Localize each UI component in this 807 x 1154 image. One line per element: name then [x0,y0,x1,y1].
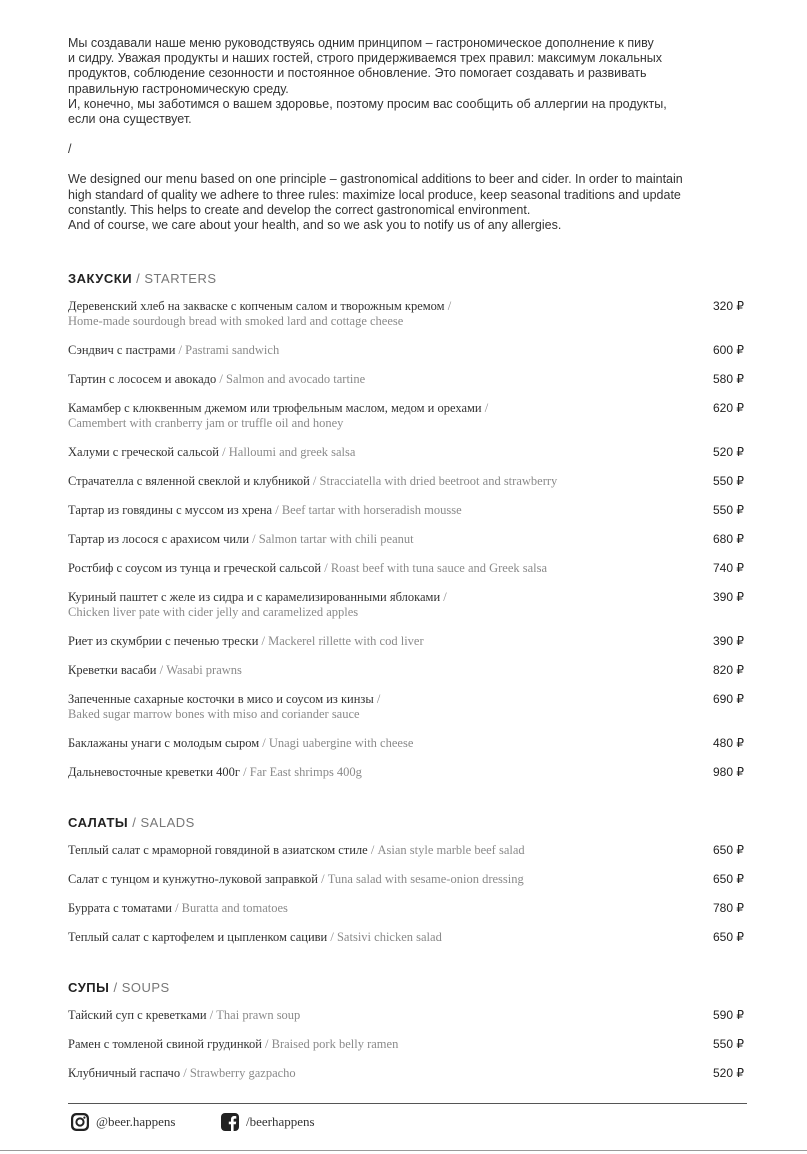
item-separator: / [481,401,489,416]
intro-ru-line: Мы создавали наше меню руководствуясь одним принципом – гастрономическое дополнение к пиву [68,36,654,50]
menu-sections [68,233,748,1081]
section-heading [68,814,748,831]
item-name-en: Stracciatella with dried beetroot and strawberry [319,474,558,489]
footer-divider [68,1103,747,1104]
item-name-ru: Запеченные сахарные косточки в мисо и соусом из кинзы [68,692,374,707]
item-name-ru: Буррата с томатами [68,901,172,916]
item-separator: / [219,445,229,460]
item-name-ru: Халуми с греческой сальсой [68,445,220,460]
item-name-ru: Тартар из лосося с арахисом чили [68,532,250,547]
item-name-en: Asian style marble beef salad [377,843,525,858]
item-separator: / [171,901,182,916]
section-spacer [68,233,748,270]
item-name-ru: Риет из скумбрии с печенью трески [68,634,259,649]
menu-item [68,736,748,751]
item-name-en: Pastrami sandwich [185,343,280,358]
spacer [68,157,748,172]
section-heading-ru: ЗАКУСКИ [68,271,133,287]
item-price: 650 ₽ [713,843,744,858]
item-price: 590 ₽ [713,1008,744,1023]
item-name-ru: Клубничный гаспачо [68,1066,181,1081]
item-name-en: Far East shrimps 400g [249,765,362,780]
item-name-ru: Салат с тунцом и кунжутно-луковой заправкой [68,872,318,887]
item-name-en: Wasabi prawns [166,663,242,678]
section-heading-en: SALADS [140,815,195,831]
intro-en-line: We designed our menu based on one principle – gastronomical additions to beer and cider. In order to maintain [68,172,683,187]
section-spacer [68,996,748,1008]
item-separator: / [240,765,250,780]
menu-item [68,1008,748,1023]
menu-item [68,474,748,489]
item-separator: / [216,372,226,387]
item-name-en: Home-made sourdough bread with smoked lard and cottage cheese [68,314,404,329]
item-price: 520 ₽ [713,1066,744,1081]
intro-ru-line: И, конечно, мы заботимся о вашем здоровье, поэтому просим вас сообщить об аллергии на продукты, [68,96,667,111]
menu-item [68,299,748,329]
item-separator: / [175,343,186,358]
item-separator: / [321,561,331,576]
item-name-en: Tuna salad with sesame-onion dressing [327,872,524,887]
menu-item [68,930,748,945]
item-price: 390 ₽ [713,590,744,605]
item-price: 520 ₽ [713,445,744,460]
item-price: 650 ₽ [713,930,744,945]
item-price: 980 ₽ [713,765,744,780]
item-name-ru: Рамен с томленой свиной грудинкой [68,1037,262,1052]
item-price: 690 ₽ [713,692,744,707]
menu-item [68,445,748,460]
item-price: 820 ₽ [713,663,744,678]
intro-en-line: constantly. This helps to create and develop the correct gastronomical environment. [68,202,531,217]
intro-divider: / [68,142,72,157]
section-heading-sep: / [132,271,145,287]
menu-item [68,901,748,916]
menu-item [68,872,748,887]
item-name-ru: Камамбер с клюквенным джемом или трюфельным маслом, медом и орехами [68,401,482,416]
instagram-icon [70,1112,90,1132]
section-spacer [68,287,748,299]
intro-en-line: And of course, we care about your health, and so we ask you to notify us of any allergies. [68,218,562,233]
intro-en-line: high standard of quality we adhere to three rules: maximize local produce, keep seasonal traditions and update [68,187,681,202]
item-name-ru: Страчателла с вяленной свеклой и клубникой [68,474,310,489]
menu-item [68,663,748,678]
item-name-ru: Тартин с лососем и авокадо [68,372,217,387]
item-price: 620 ₽ [713,401,744,416]
item-name-en: Strawberry gazpacho [189,1066,296,1081]
item-name-ru: Дальневосточные креветки 400г [68,765,241,780]
item-name-en: Chicken liver pate with cider jelly and caramelized apples [68,605,359,620]
section-heading-sep: / [109,980,122,996]
item-name-en: Baked sugar marrow bones with miso and coriander sauce [68,707,360,722]
item-price: 780 ₽ [713,901,744,916]
item-price: 480 ₽ [713,736,744,751]
menu-item [68,401,748,431]
menu-item [68,532,748,547]
section-heading-ru: СУПЫ [68,980,110,996]
item-separator: / [261,1037,272,1052]
section-heading-ru: САЛАТЫ [68,815,129,831]
item-name-ru: Тартар из говядины с муссом из хрена [68,503,273,518]
item-separator: / [258,634,269,649]
item-name-en: Salmon and avocado tartine [226,372,366,387]
item-name-en: Thai prawn soup [216,1008,301,1023]
item-name-en: Braised pork belly ramen [271,1037,399,1052]
item-name-en: Mackerel rillette with cod liver [268,634,424,649]
section-spacer [68,794,748,814]
section-heading-en: SOUPS [121,980,170,996]
item-price: 650 ₽ [713,872,744,887]
item-price: 390 ₽ [713,634,744,649]
item-name-en: Satsivi chicken salad [336,930,442,945]
menu-item [68,590,748,620]
item-name-en: Camembert with cranberry jam or truffle oil and honey [68,416,344,431]
section-heading-sep: / [128,815,141,831]
item-separator: / [440,590,447,605]
menu-item [68,372,748,387]
item-name-ru: Сэндвич с пастрами [68,343,176,358]
facebook-handle: /beerhappens [246,1114,315,1129]
item-separator: / [259,736,269,751]
menu-item [68,1037,748,1052]
section-spacer [68,959,748,979]
item-name-en: Beef tartar with horseradish mousse [281,503,462,518]
item-name-en: Buratta and tomatoes [181,901,288,916]
menu-item [68,503,748,518]
item-price: 600 ₽ [713,343,744,358]
item-separator: / [249,532,259,547]
item-separator: / [444,299,452,314]
page-edge [0,1150,807,1151]
menu-item [68,1066,748,1081]
menu-item [68,343,748,358]
item-separator: / [156,663,167,678]
item-separator: / [317,872,328,887]
item-separator: / [373,692,381,707]
facebook-icon [220,1112,240,1132]
intro-ru-line: и сидру. Уважая продукты и наших гостей, строго придерживаемся трех правил: максимум локальных [68,51,662,66]
item-price: 550 ₽ [713,1037,744,1052]
menu-item [68,765,748,780]
intro [68,36,748,233]
item-name-ru: Теплый салат с картофелем и цыпленком сациви [68,930,328,945]
item-separator: / [180,1066,190,1081]
item-separator: / [367,843,378,858]
menu-item [68,634,748,649]
item-name-en: Unagi uabergine with cheese [268,736,414,751]
section-heading [68,270,748,287]
item-price: 550 ₽ [713,503,744,518]
section-spacer [68,831,748,843]
item-name-ru: Баклажаны унаги с молодым сыром [68,736,260,751]
item-price: 550 ₽ [713,474,744,489]
spacer [68,127,748,142]
item-name-ru: Теплый салат с мраморной говядиной в азиатском стиле [68,843,368,858]
intro-ru-line: правильную гастрономическую среду. [68,81,289,96]
item-separator: / [309,474,320,489]
item-price: 580 ₽ [713,372,744,387]
intro-ru-line: продуктов, соблюдение сезонности и постоянное обновление. Это помогает создавать и развивать [68,66,647,81]
menu-page [68,36,748,1095]
section-heading-en: STARTERS [144,271,217,287]
item-name-ru: Куриный паштет с желе из сидра и с карамелизированными яблоками [68,590,441,605]
instagram-handle: @beer.happens [96,1114,176,1129]
item-name-ru: Тайский суп с креветками [68,1008,207,1023]
item-name-en: Salmon tartar with chili peanut [258,532,414,547]
instagram-link[interactable] [70,1112,175,1132]
item-name-ru: Креветки васаби [68,663,157,678]
menu-item [68,843,748,858]
item-separator: / [272,503,282,518]
item-price: 680 ₽ [713,532,744,547]
menu-item [68,692,748,722]
item-name-ru: Деревенский хлеб на закваске с копченым салом и творожным кремом [68,299,445,314]
item-price: 320 ₽ [713,299,744,314]
menu-item [68,561,748,576]
intro-ru-line: если она существует. [68,112,192,127]
item-name-ru: Ростбиф с соусом из тунца и греческой сальсой [68,561,322,576]
item-name-en: Halloumi and greek salsa [228,445,356,460]
item-price: 740 ₽ [713,561,744,576]
item-separator: / [327,930,337,945]
item-separator: / [206,1008,217,1023]
section-heading [68,979,748,996]
facebook-link[interactable] [220,1112,315,1132]
item-name-en: Roast beef with tuna sauce and Greek salsa [330,561,548,576]
